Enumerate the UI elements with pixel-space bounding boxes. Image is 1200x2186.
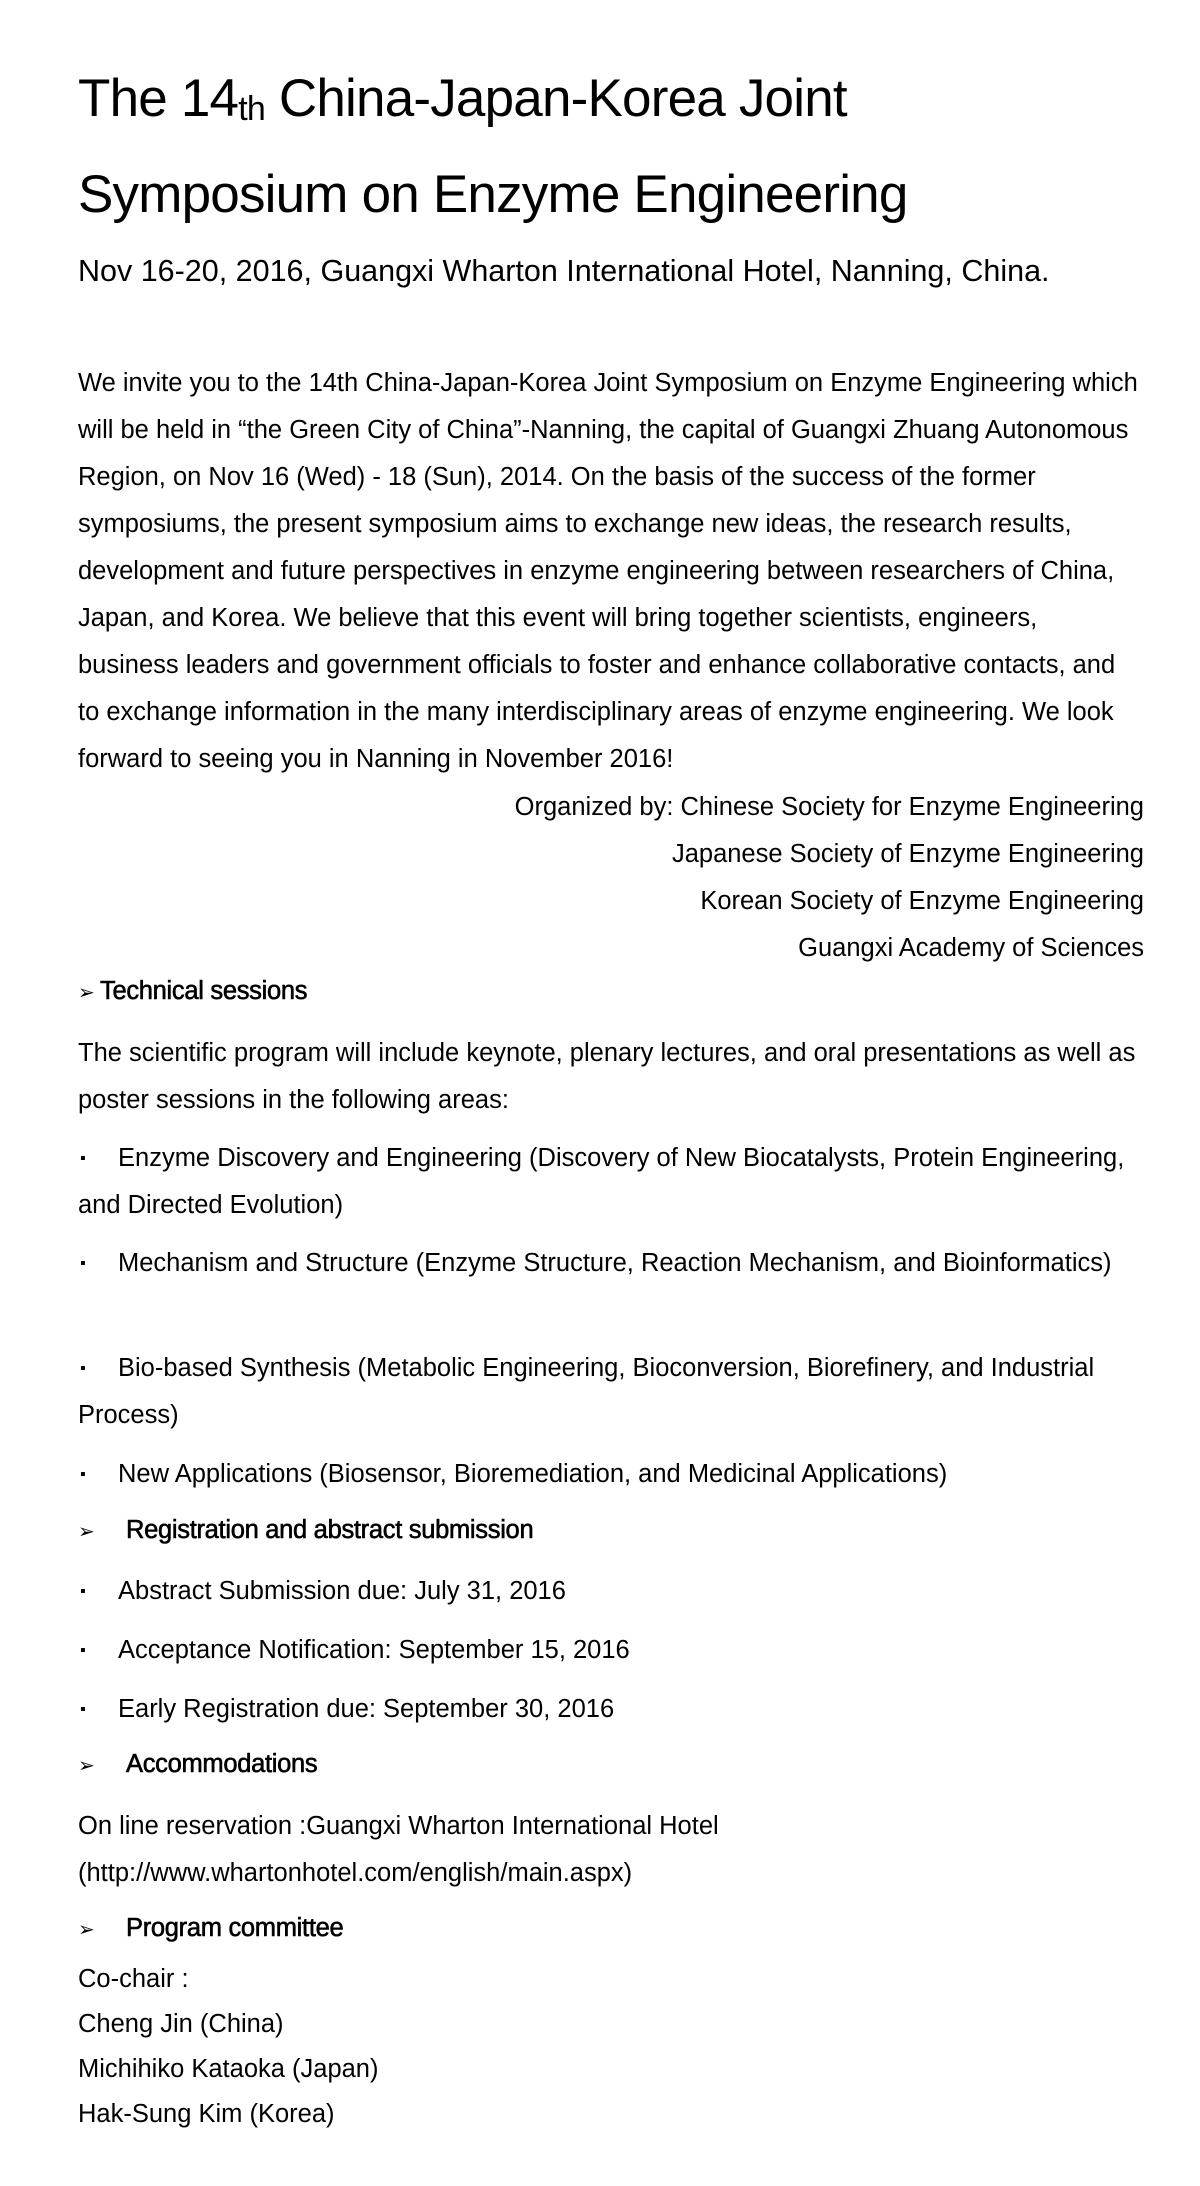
square-bullet-icon: ▪ bbox=[80, 1466, 86, 1483]
list-item bbox=[78, 1627, 1138, 1674]
title-ordinal-suffix: th bbox=[238, 90, 265, 128]
document-title-line2: Symposium on Enzyme Engineering bbox=[78, 165, 908, 224]
square-bullet-icon: ▪ bbox=[80, 1360, 86, 1377]
section-heading-label: Accommodations bbox=[126, 1750, 318, 1778]
section-heading-technical-sessions bbox=[78, 977, 307, 1006]
square-bullet-icon: ▪ bbox=[80, 1255, 86, 1272]
list-item bbox=[78, 1568, 1138, 1615]
list-item-text: New Applications (Biosensor, Bioremediation, and Medicinal Applications) bbox=[118, 1460, 948, 1488]
organizer-line: Organized by: Chinese Society for Enzyme Engineering bbox=[514, 793, 1144, 821]
co-chair-label: Co-chair : bbox=[78, 1965, 189, 1993]
section-heading-accommodations bbox=[78, 1750, 317, 1779]
list-item-text: Abstract Submission due: July 31, 2016 bbox=[118, 1577, 566, 1605]
square-bullet-icon: ▪ bbox=[80, 1583, 86, 1600]
accommodations-text bbox=[78, 1803, 1138, 1897]
list-item-text: Early Registration due: September 30, 2016 bbox=[118, 1695, 615, 1723]
arrow-bullet-icon: ➢ bbox=[78, 1917, 95, 1941]
list-item-text: Bio-based Synthesis (Metabolic Engineering, Bioconversion, Biorefinery, and Industrial Process) bbox=[78, 1354, 1095, 1429]
committee-member: Hak-Sung Kim (Korea) bbox=[78, 2100, 335, 2128]
arrow-bullet-icon: ➢ bbox=[78, 1753, 95, 1777]
arrow-bullet-icon: ➢ bbox=[78, 980, 95, 1004]
section-heading-label: Registration and abstract submission bbox=[126, 1516, 534, 1544]
committee-list bbox=[78, 1957, 378, 2137]
section-heading-program-committee bbox=[78, 1914, 343, 1943]
organizer-line: Japanese Society of Enzyme Engineering bbox=[671, 840, 1144, 868]
title-prefix: The 14 bbox=[78, 69, 239, 128]
list-item-text: Mechanism and Structure (Enzyme Structure, Reaction Mechanism, and Bioinformatics) bbox=[118, 1249, 1112, 1277]
committee-member: Michihiko Kataoka (Japan) bbox=[78, 2055, 379, 2083]
section-heading-label: Program committee bbox=[126, 1914, 344, 1942]
square-bullet-icon: ▪ bbox=[80, 1701, 86, 1718]
list-item-text: Enzyme Discovery and Engineering (Discovery of New Biocatalysts, Protein Engineering, and Directed Evolution) bbox=[78, 1144, 1125, 1219]
list-item bbox=[78, 1135, 1138, 1229]
list-item bbox=[78, 1345, 1138, 1439]
committee-member: Cheng Jin (China) bbox=[78, 2010, 284, 2038]
list-item bbox=[78, 1686, 1138, 1733]
invitation-paragraph: We invite you to the 14th China-Japan-Korea Joint Symposium on Enzyme Engineering which will be held in “the Green City of China”-Nanning, the capital of Guangxi Zhuang Autonomous Region, on Nov 16 (Wed) - 18 (Sun), 2014. On the basis of the success of the former symposiums, the present symposium aims to exchange new ideas, the research results, development and future perspectives in enzyme engineering between researchers of China, Japan, and Korea. We believe that this event will bring together scientists, engineers, business leaders and government officials to foster and enhance collaborative contacts, and to exchange information in the many interdisciplinary areas of enzyme engineering. We look forward to seeing you in Nanning in November 2016! bbox=[78, 369, 1138, 773]
list-item bbox=[78, 1451, 1138, 1498]
title-suffix: China-Japan-Korea Joint bbox=[264, 69, 847, 128]
document-title bbox=[78, 69, 847, 128]
section-heading-label: Technical sessions bbox=[100, 977, 308, 1005]
list-item bbox=[78, 1240, 1138, 1287]
arrow-bullet-icon: ➢ bbox=[78, 1519, 95, 1543]
technical-sessions-intro: The scientific program will include keynote, plenary lectures, and oral presentations as well as poster sessions in the following areas: bbox=[78, 1039, 1136, 1114]
section-heading-registration bbox=[78, 1516, 533, 1545]
organizer-line: Guangxi Academy of Sciences bbox=[798, 934, 1144, 962]
event-date-venue: Nov 16-20, 2016, Guangxi Wharton International Hotel, Nanning, China. bbox=[78, 254, 1050, 288]
organizer-line: Korean Society of Enzyme Engineering bbox=[700, 887, 1144, 915]
reservation-line: On line reservation :Guangxi Wharton International Hotel bbox=[78, 1812, 719, 1840]
list-item-text: Acceptance Notification: September 15, 2016 bbox=[118, 1636, 630, 1664]
organizers-block bbox=[515, 784, 1144, 972]
square-bullet-icon: ▪ bbox=[80, 1642, 86, 1659]
square-bullet-icon: ▪ bbox=[80, 1150, 86, 1167]
hotel-url-link[interactable]: (http://www.whartonhotel.com/english/main.aspx) bbox=[78, 1859, 633, 1887]
